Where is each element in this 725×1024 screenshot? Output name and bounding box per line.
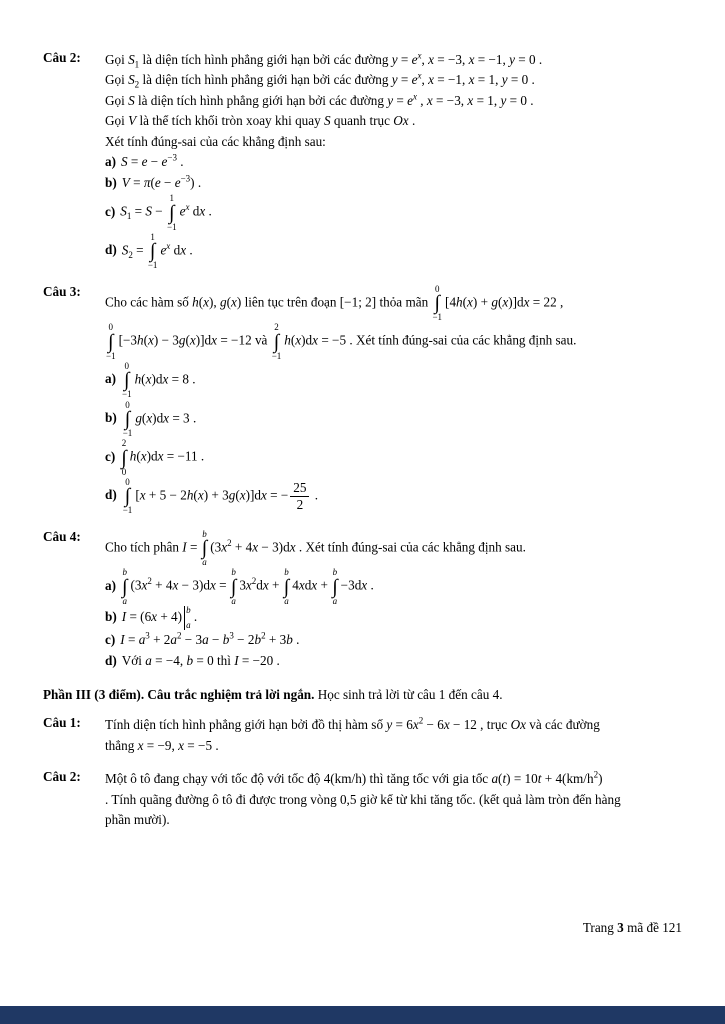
integral-symbol: 0 ∫ −1	[432, 283, 443, 322]
integral-symbol: 0 ∫ −1	[122, 476, 133, 516]
question-label: Câu 3:	[43, 283, 81, 299]
item-marker: a)	[105, 371, 116, 387]
text-line: thẳng x = −9, x = −5 .	[105, 737, 219, 753]
text-line: b) 0 ∫ −1 g(x)dx = 3 .	[105, 399, 197, 438]
text-line: a) b ∫ a $(3x^2 + 4x - 3)dx$ = b ∫ a $3x^2dx$ + b ∫ a 4xdx + b ∫ a −3dx .	[105, 567, 374, 606]
integral-symbol: 1 ∫ −1	[147, 231, 158, 271]
text-line: Cho tích phân I = b ∫ a $(3x^2 + 4x - 3)dx$ . Xét tính đúng-sai của các khẳng định sau.	[105, 528, 526, 568]
integral-symbol: b ∫ a	[332, 567, 338, 606]
item-marker: a)	[105, 154, 116, 170]
exam-content	[43, 50, 682, 844]
item-marker: c)	[105, 632, 116, 648]
integral-symbol: 0 ∫ −1	[122, 360, 132, 400]
text-line: Gọi S là diện tích hình phẳng giới hạn bởi các đường $y = e^x$ , x = −3, x = 1, y = 0 .	[105, 91, 534, 108]
item-marker: b)	[105, 174, 117, 190]
question-block	[43, 769, 682, 830]
integral-symbol: b ∫ a	[283, 567, 290, 606]
text-line: Gọi V là thể tích khối tròn xoay khi quay S quanh trục Ox .	[105, 113, 416, 129]
text-line: Cho các hàm số h(x), g(x) liên tục trên đoạn [−1; 2] thỏa mãn 0 ∫ −1 [4h(x) + g(x)]dx = 22 ,	[105, 283, 564, 322]
text-line: a) $S = e - e^{-3}$ .	[105, 152, 184, 170]
text-line: d) Với a = −4, b = 0 thì I = −20 .	[105, 652, 280, 668]
text-line: 0 ∫ −1 [−3h(x) − 3g(x)]dx = −12 và 2 ∫ −1 h(x)dx = −5 . Xét tính đúng-sai của các khẳng định sau.	[106, 322, 577, 361]
text-line: b) I = (6x + 4) b a .	[105, 605, 198, 631]
question-body	[105, 529, 682, 671]
section-header	[43, 685, 682, 705]
text-line: d) $S_2$ = 1 ∫ −1 $e^x$ dx .	[105, 231, 193, 271]
fraction: $\frac{25}{2}$	[290, 480, 309, 513]
integral-symbol: b ∫ a	[122, 567, 128, 606]
page-footer: Trang 3 mã đề 121	[582, 920, 682, 935]
text-line: c) $S_1 = S$ − 1 ∫ −1 $e^x$ dx .	[105, 193, 212, 232]
question-label: Câu 1:	[43, 715, 81, 731]
integral-symbol: b ∫ a	[201, 528, 208, 568]
question-label: Câu 2:	[43, 50, 81, 65]
text-line: Xét tính đúng-sai của các khẳng định sau:	[105, 133, 326, 149]
text-line: c) 2 ∫ 0 h(x)dx = −11 .	[105, 438, 205, 477]
bottom-bar	[0, 1006, 725, 1024]
text-line: phần mười).	[105, 812, 170, 828]
question-block	[43, 529, 682, 671]
integral-symbol: 0 ∫ −1	[106, 322, 116, 361]
integral-symbol: 2 ∫ −1	[271, 322, 282, 361]
text-line: Gọi $S_2$ là diện tích hình phẳng giới hạn bởi các đường $y = e^x$, x = −1, x = 1, y = 0 .	[105, 71, 535, 91]
text-line: a) 0 ∫ −1 h(x)dx = 8 .	[105, 360, 196, 400]
text-line: Gọi $S_1$ là diện tích hình phẳng giới hạn bởi các đường $y = e^x$, x = −3, x = −1, y = 0 .	[105, 50, 543, 70]
text-line: d) 0 ∫ −1 [x + 5 − 2h(x) + 3g(x)]dx = − $\frac{25}{2}$ .	[105, 476, 319, 516]
item-marker: d)	[105, 242, 117, 258]
question-body	[105, 769, 682, 830]
integral-symbol: 0 ∫ −1	[122, 399, 133, 438]
question-body	[105, 50, 682, 271]
evaluation-bar: b a	[186, 605, 191, 631]
question-label: Câu 2:	[43, 769, 81, 785]
item-marker: c)	[105, 203, 116, 219]
text-line: c) $I = a^3 + 2a^2 - 3a - b^3 - 2b^2 + 3b$ .	[105, 630, 300, 648]
question-block	[43, 50, 682, 271]
item-marker: c)	[105, 448, 116, 464]
integral-symbol: 2 ∫ 0	[121, 438, 127, 477]
integral-symbol: 1 ∫ −1	[167, 193, 177, 232]
text-line: Tính diện tích hình phẳng giới hạn bởi đồ thị hàm số $y = 6x^2 - 6x - 12$ , trục Ox và các đường	[105, 716, 600, 733]
question-block	[43, 715, 682, 756]
item-marker: d)	[105, 487, 117, 503]
question-label: Câu 4:	[43, 528, 81, 544]
integral-symbol: b ∫ a	[230, 567, 237, 606]
question-body	[105, 715, 682, 756]
text-line: Một ô tô đang chạy với tốc độ với tốc độ 4(km/h) thì tăng tốc với gia tốc $a(t) = 10t + 4(km/h^2)$	[105, 769, 603, 787]
text-line: Phần III (3 điểm). Câu trắc nghiệm trả lời ngắn. Học sinh trả lời từ câu 1 đến câu 4.	[43, 686, 503, 702]
item-marker: a)	[105, 577, 116, 593]
item-marker: b)	[105, 409, 117, 425]
question-block	[43, 284, 682, 516]
item-marker: d)	[105, 652, 117, 668]
text-line: b) $V = \pi(e - e^{-3})$ .	[105, 173, 202, 190]
question-body	[105, 284, 682, 516]
item-marker: b)	[105, 609, 117, 625]
text-line: . Tính quãng đường ô tô đi được trong vòng 0,5 giờ kể từ khi tăng tốc. (kết quả làm tròn đến hàng	[105, 791, 621, 807]
